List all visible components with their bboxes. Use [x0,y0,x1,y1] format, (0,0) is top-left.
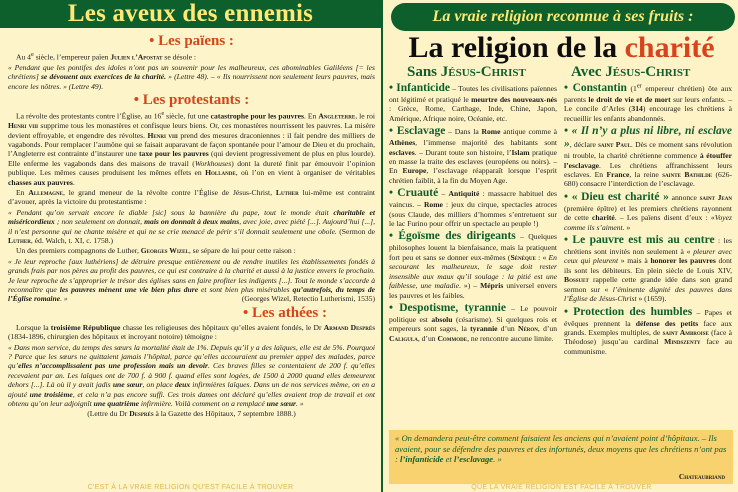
text: mais on donnait à deux mains [144,217,240,227]
text: . » [493,454,502,465]
text: • Cruauté [389,187,439,200]
text: Lorsque la [16,322,51,332]
text: empereur chrétien) ôte aux parents [564,84,732,104]
text: se désole : [162,52,197,62]
text: les pauvres mènent une vie bien plus dure [59,285,199,294]
text: (626-680) consacre l’interdiction de l’esclavage. [564,170,732,189]
text: universel envers les pauvres et les faibles. [389,281,558,300]
text: – [438,189,449,199]
right-footer: QUE LA VRAIE RELIGION EST FACILE À TROUVER [471,484,652,491]
text: » (1659). [636,294,667,304]
text: . Dès ce moment sans révolution ni trouble, la charité chrétienne commence [564,140,732,161]
text: Henri viii [147,130,178,140]
text: – Le pouvoir politique est [389,303,557,324]
text: saint Paul [598,140,631,150]
text: pratique en masse la traite des esclaves (européens ou noirs). – En [389,147,557,176]
text: Mindszenty [664,337,701,347]
text: , l’immense majorité des habitants sont [415,138,557,148]
right-banner: La vraie religion reconnue à ses fruits : [391,3,735,31]
text: • Le pauvre est mis au centre [564,234,715,247]
text: (césarisme). Si quelques rois et empereurs sont sages, la [389,314,557,334]
atheists-paragraph [8,323,375,342]
text: « Dans mon service, du temps des sœurs la mortalité était de 1%. Depuis qu’il y a des laïques, elle est de 5%. Pourquoi ? Parce que les sœurs ne quittaient jamais l’hôpital, parce qu’elles accouraient au premier appel des malades, parce qu’ [8,342,375,371]
text: La révolte des protestants contre l’Église, au 16 [16,111,162,121]
julian-quote [8,63,375,91]
text: Angleterre [318,111,356,121]
text: . – Durant toute son histoire, l’ [414,147,512,157]
left-title: Les aveux des ennemis [0,0,381,28]
text: honorer les pauvres [650,256,716,266]
text: « Je leur reproche [aux luthériens] de détruire presque entièrement ou de rendre inutiles les établissements fondés à grands frais par nos pères au profit des pauvres, ce qui est contraire à la charité et aussi à la justice envers le prochain. Je leur reproche de s’approprier le trésor des églises sans en faire profiter les indigents [...]. Tout le monde s’accorde à reconnaître que [8,256,375,294]
text: Antiquité [448,189,480,199]
text: une troisième [29,389,73,399]
text: . En [303,111,319,121]
text: Au 4 [16,52,31,62]
text: tyrannie [470,324,498,334]
text: chasse les religieuses des hôpitaux qu’elles avaient fondés, le Dr [120,322,324,332]
infanticide-item [389,82,557,123]
text: • Égoïsme des dirigeants [389,230,516,243]
text: – Toutes les civilisations païennes ont légitimé et pratiqué le [389,84,557,104]
text: à la Gazette des Hôpitaux, 7 septembre 1888.) [153,409,296,419]
text: En [16,187,29,197]
text: . » [296,399,304,409]
text: charitable et miséricordieux [8,207,375,227]
text: une sœur [266,399,297,409]
text: Luther [275,187,299,197]
text: . » [60,294,68,304]
text: lui-même est contraint d’avouer, après la victoire du protestantisme : [8,187,375,207]
text: « On demandera peut-être comment faisaient les anciens qui n’avaient point d’hôpitaux. – Ils avaient, pour se défendre des pauvres et des infortunés, deux moyens que les chrétiens n’ont pas : [395,433,727,465]
wizel-quote [8,257,375,304]
luther-paragraph [8,188,375,207]
god-is-charity-item [564,191,732,232]
text: La religion de la [408,31,625,64]
text: Sénèque [510,252,536,262]
text: une sœur [112,380,143,390]
selfishness-item [389,230,557,299]
text: antique comme à [500,127,558,137]
despres-quote [8,343,375,409]
cruelty-item [389,187,557,228]
text: troisième République [50,322,121,332]
text: le droit de vie et de mort [588,95,671,104]
text: l’infanticide [400,454,444,465]
luther-quote [8,208,375,246]
without-christ-column [389,82,557,345]
text: (1834-1896, chirurgien des hôpitaux et incroyant notoire) témoigne : [8,332,217,342]
text: taxe pour les pauvres [139,149,209,159]
text: e [30,51,34,58]
section-pagans-title: • Les païens : [149,33,234,49]
quote-signature: Chateaubriand [678,471,725,481]
text: . [72,177,75,187]
text: Athènes [389,138,416,148]
text: , le grand meneur de la révolte contre l’Église de Jésus-Christ, [63,187,276,197]
text: (1 [626,84,637,93]
text: chasses aux pauvres [8,177,73,187]
text: d’un [497,324,518,334]
text: une quatrième [93,399,139,409]
text: , l’esclavage réapparaît lorsque l’esprit chrétien faiblit, à la fin du Moyen Age. [389,166,557,185]
text: Jésus-Christ [605,64,691,80]
text: : Grèce, Rome, Carthage, Inde, Chine, Japon, Amérique, Afrique noire, Océanie, etc. [389,104,557,123]
text: , avec joie, avec piété [...]. Aujourd’hui [...], il n’est personne qui ne chante misère et qui ne se crie menacé de périr s’il donnait seulement une obole. [8,217,375,236]
text: , d’un [537,324,557,334]
text: sainte Bathilde [662,170,713,180]
chateaubriand-quote-box [389,430,733,484]
text: • Despotisme, tyrannie [389,301,506,314]
text: saint Ambroise [662,327,709,337]
text: siècle, fut une [164,111,211,121]
text: infirmières laïques. Dans un de nos services même, on en a ajouté [8,380,375,399]
despres-source [8,409,375,418]
text: e [161,110,165,118]
heading-with-christ [571,64,690,81]
with-christ-column [564,82,732,358]
text: , on place [142,380,175,390]
text: charité [624,31,715,64]
text: 314 [631,104,643,114]
section-atheists-title: • Les athées : [243,304,327,321]
wizel-paragraph [8,246,375,255]
text: Georges Wizel [140,246,189,256]
text: Armand Després [323,322,375,332]
text: , déclare [569,140,599,150]
freedom-item [564,125,732,189]
left-body [8,32,375,420]
text: saint Jean [699,192,732,202]
text: • « Dieu est charité » [564,190,669,203]
text: meurtre des nouveaux-nés [471,95,558,104]
text: Workhouses [194,158,232,168]
text: infirmière. Voilà comment on a remplacé [139,399,267,409]
text: Mépris [480,281,504,291]
text: (qui devient progressivement de plus en plus lourde). Elle enferme les vagabonds dans des maisons de travail ( [8,149,375,168]
text: « Pendant qu’on servait encore le diable [sic] sous la bannière du pape, tout le monde était [8,207,334,217]
text: France [606,170,630,180]
heading-without-christ [407,64,526,81]
text: (face à Théodose) jusqu’au cardinal [564,327,732,347]
pagans-intro [8,51,375,62]
text: rappelle cette grande idée dans son grand sermon sur « [564,275,732,294]
text: Europe [402,166,427,176]
text: , la reine [629,170,663,180]
text: . – Les païens disent d’eux : « [614,213,715,223]
text: , le roi [355,111,375,121]
text: « Pendant que les pontifes des idoles n’ont pas un souvenir pour les malheureux, ces abominables Galiléens [= les chrétiens] [8,62,375,82]
despotism-item [389,302,557,343]
text: Rome [423,200,443,210]
text: Bossuet [564,275,589,285]
text: – Dans la [445,127,482,137]
text: se dévouent aux exercices de la charité. [40,72,166,82]
text: charité [591,213,615,223]
text: – Papes et évêques prennent la [564,307,732,328]
text: ; non seulement on donnait, [54,217,145,227]
text: . » [622,222,631,232]
text: En secourant les malheureux, le sage doit rester insensible aux maux qu’il soulage : la pitié est une faiblesse, une maladie [389,252,557,291]
slavery-item [389,125,557,185]
text: , d’un [417,333,438,343]
main-title [383,31,738,65]
text: Sans [407,64,441,80]
text: • « Il n’y a plus ni libre, ni esclave » [564,125,732,151]
text: face aux grands. Exemples multiples, de [564,318,733,337]
text: Un des premiers compagnons de Luther, [16,246,141,256]
protection-item [564,306,732,357]
text: l’esclavage [453,454,494,465]
right-column [381,0,738,492]
text: – Quelques philosophes louent la bienfaisance, mais la pratiquent fort peu et sans se donner eux-mêmes ( [389,232,557,262]
text: » mais à [618,256,651,266]
text: er [636,82,642,90]
text: Julien l’Apostat [110,52,163,62]
text: Commode [437,333,468,343]
text: et sont bien plus misérables [198,285,293,294]
text: Jésus-Christ [440,64,526,80]
text: siècle, l’empereur païen [33,52,111,62]
text: l’éminente dignité des pauvres dans l’Église de Jésus-Christ [564,284,732,304]
text: • Infanticide [389,82,450,94]
text: sur leurs enfants. – Le concile d’Arles ( [564,95,733,114]
text: , ne rencontre aucune limite. [467,333,554,343]
text: Hollande [205,168,236,178]
text: : « [535,252,549,262]
left-footer: C'EST À LA VRAIE RELIGION QU'EST FACILE À TROUVER [87,484,294,491]
text: • Esclavage [389,125,446,138]
text: (Sermon de [336,226,375,236]
text: à étouffer l’esclavage [564,151,732,170]
text: dont ils sont les débiteurs. En plein siècle de Louis XIV, [564,256,732,275]
text: Néron [517,324,538,334]
text: . Ces braves filles se contentaient de 200 f. qu’elles recevaient par an. Les laïques ont de 700 f. à 900 f. quand elles sont logées, de 1500 à 2000 quand elles demeurent dehors [...]. Là où il y avait jadis [8,361,375,390]
text: catastrophe pour les pauvres [210,111,304,121]
text: et [443,454,454,465]
text: ) dont la dureté finit par émouvoir l’opinion publique. Les mêmes causes produisent les mêmes effets en [8,158,375,178]
text: supprime tous les monastères et confisque leurs biens. Or, ces monastères nourrissent les pauvres. La misère devient effroyable, et engendre des révoltes. [8,121,375,140]
text: » (Lettre 48). – « Ils nourrissent non seulement leurs pauvres, mais encore les nôtres. » (Lettre 49). [8,72,375,91]
poor-centre-item [564,234,732,303]
text: • Constantin [564,82,627,94]
text: , où l’on en vient à organiser de véritables [235,168,376,178]
text: qu’autrefois, du temps de l’Église romaine [8,285,375,304]
text: Allemagne [28,187,63,197]
text: (Lettre du Dr [87,409,130,419]
text: Avec [571,64,606,80]
text: Henri viii [8,121,39,131]
text: Luther [8,235,31,245]
protestants-paragraph [8,110,375,187]
text: esclaves [389,147,415,157]
text: prend des mesures draconiennes : il fait pendre des milliers de vagabonds. Pour remplacer l’aumône qui se faisait auparavant de façon spontanée pour l’amour de Dieu et du prochain, l’Angleterre est contrainte d’instaurer une [8,130,375,159]
text: . ») – [458,281,481,291]
section-protestants-title: • Les protestants : [133,92,250,109]
text: : les chrétiens sont invités non seulement à « [564,236,732,257]
text: (Georges Wizel, Retectio Lutherismi, 1535) [241,294,375,304]
text: : massacre habituel des vaincus. – [389,189,557,210]
constantine-item [564,82,732,123]
text: Rome [481,127,501,137]
text: . Les chrétiens affranchissent leurs esclaves. En [564,160,732,180]
text: absolu [431,314,453,324]
text: • Protection des humbles [564,305,693,318]
text: Islam [511,147,530,157]
text: deux [174,380,191,390]
text: ) encourage les chrétiens à recueillir les enfants abandonnés. [564,104,732,123]
text: pleurer avec ceux qui pleurent [564,247,732,266]
text: , et cela n’a pas encore suffi. Ces trois dames ont déclaré qu’elles avaient trop de travail et ont obtenu qu’on leur adjoignît [8,389,375,409]
text: , éd. Walch, t. XI, c. 1758.) [30,235,113,245]
text: , se sépare de lui pour cette raison : [188,246,296,256]
text: elles n’accomplissaient pas une profession mais un devoir [18,361,208,371]
text: défense des petits [635,318,699,328]
text: : jeux du cirque, spectacles atroces (sous Claude, des milliers d’hommes s’entretuent sur le lac Furino pour offrir un spectacle au peuple !) [389,200,557,229]
text: Després [129,409,154,419]
text: Caligula [389,333,418,343]
text: Voyez comme ils s’aiment [564,213,732,232]
text: (première épître) et les premiers chrétiens rayonnent de cette [564,203,732,223]
text: face au communisme. [564,337,732,356]
text: annonce [668,192,700,202]
